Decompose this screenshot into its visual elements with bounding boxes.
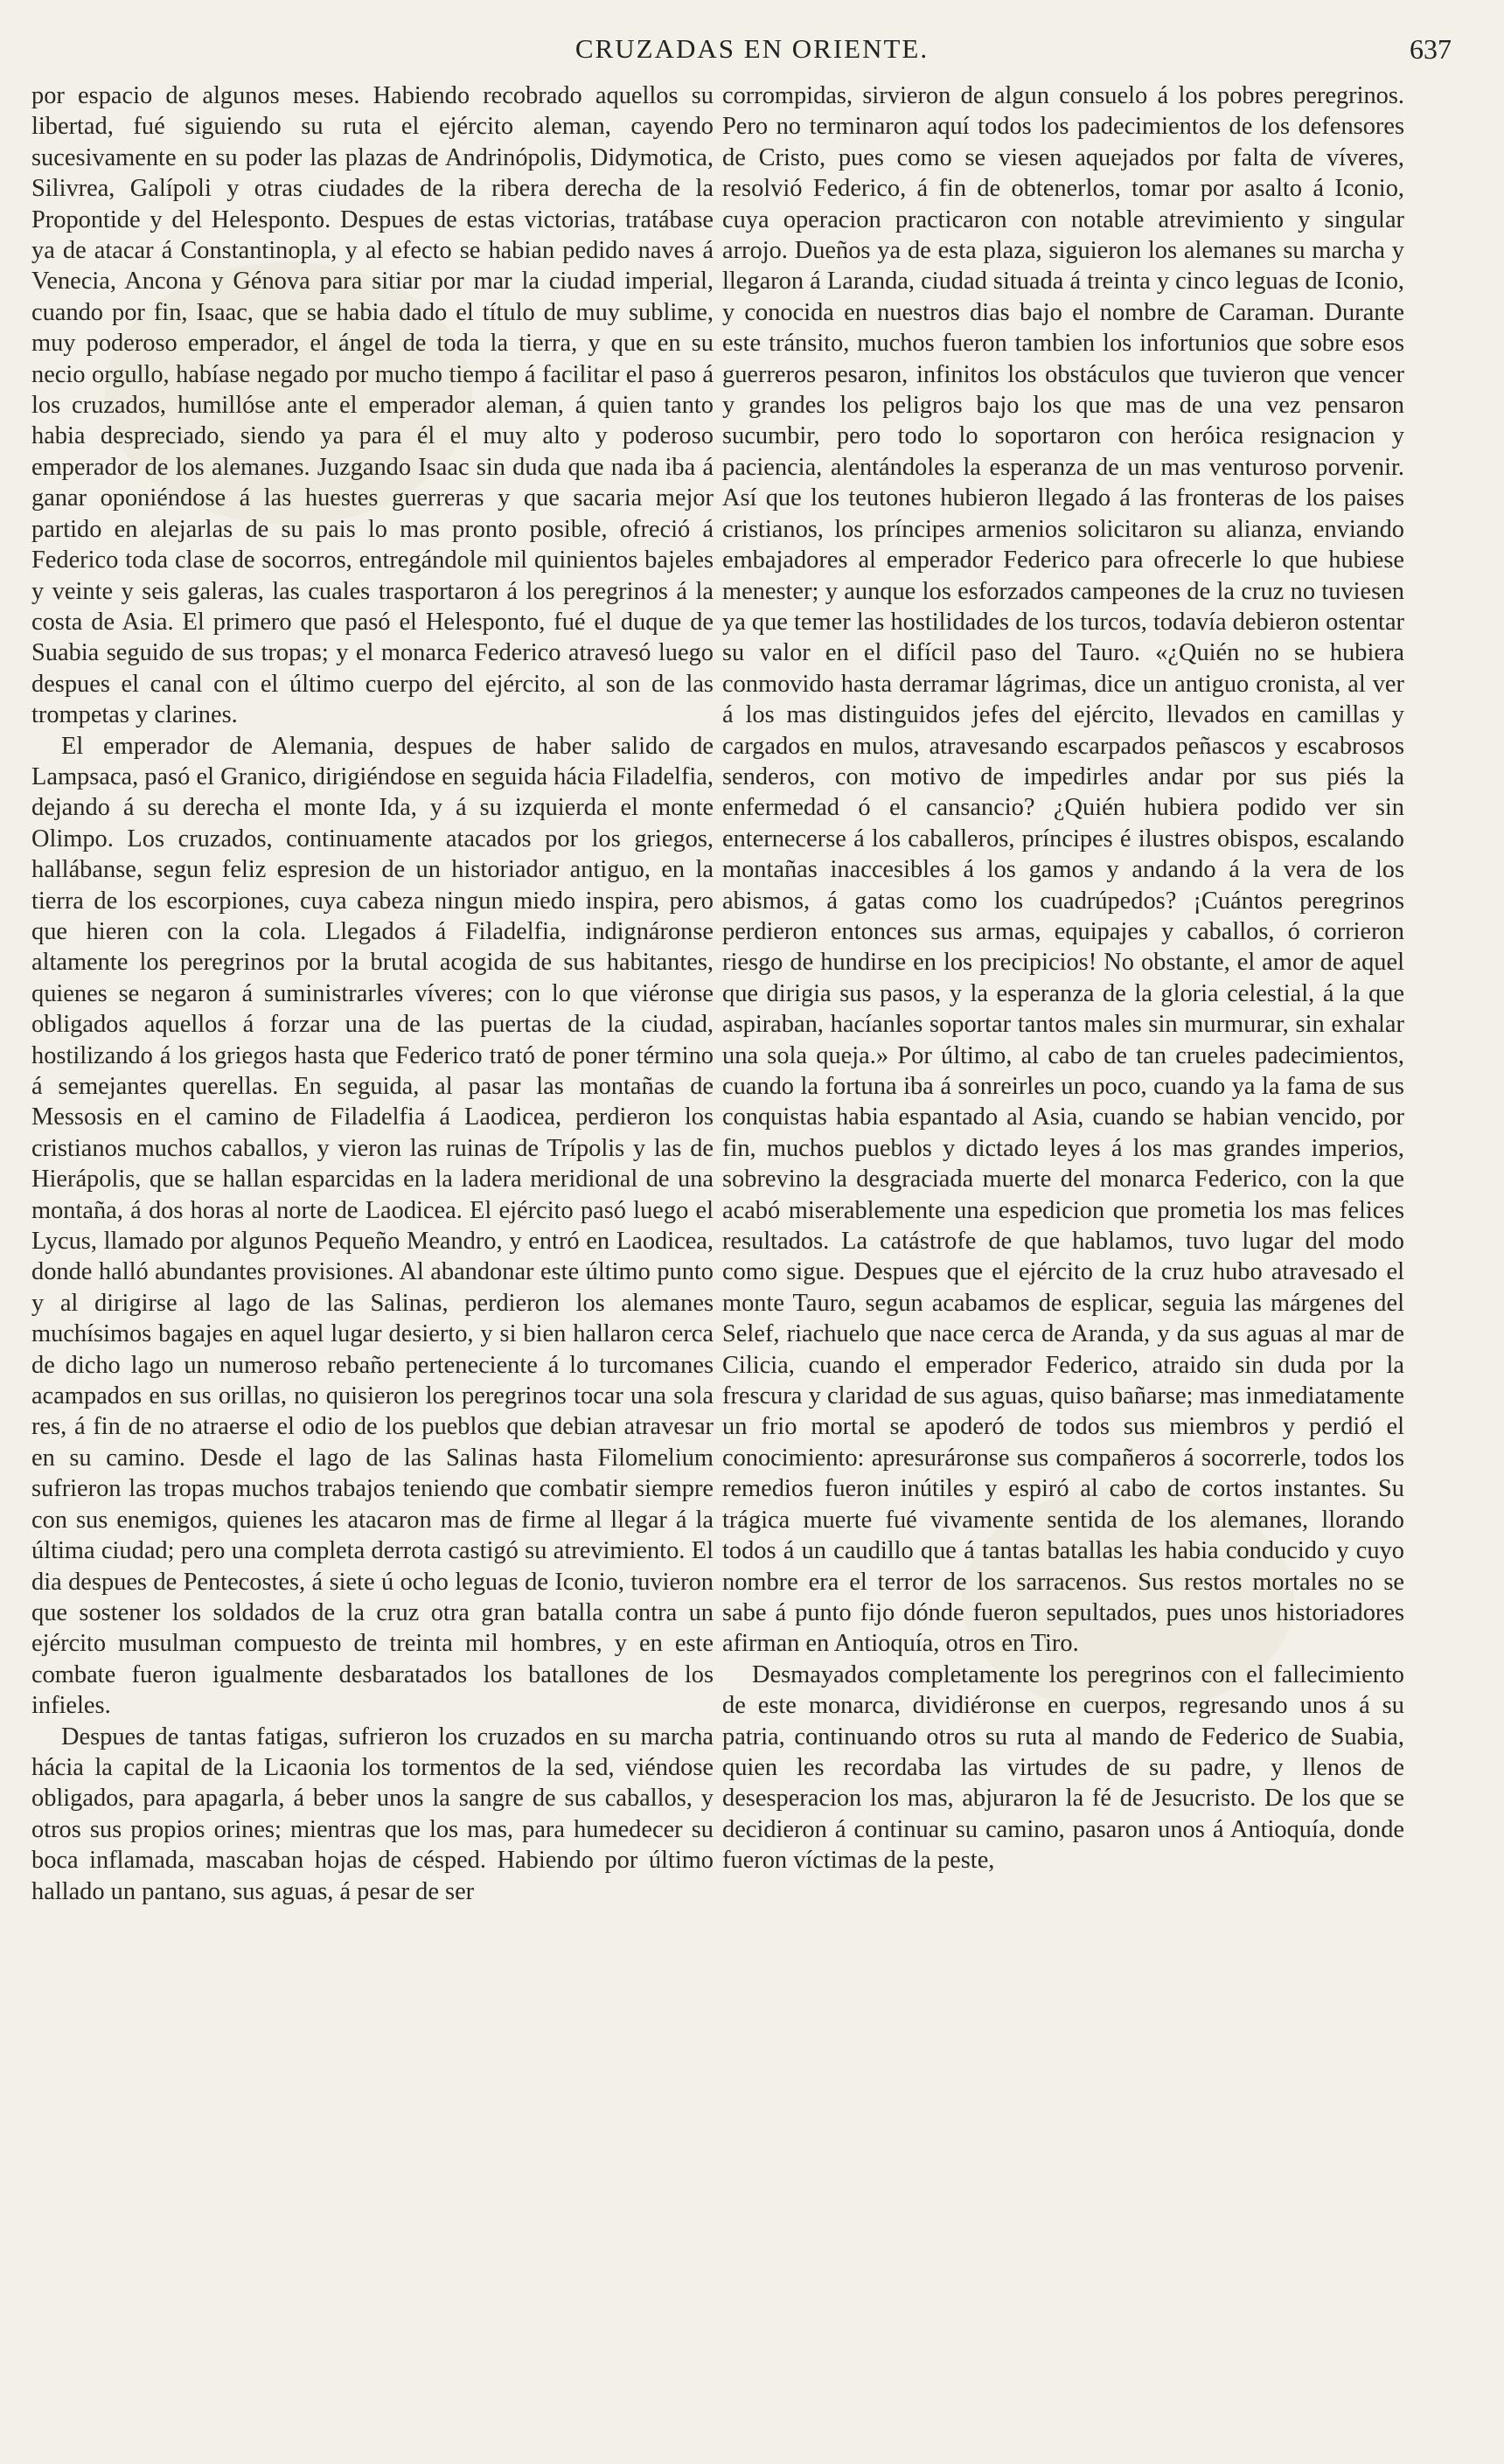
paragraph: por espacio de algunos meses. Habiendo recobrado aquellos su libertad, fué siguiendo su ruta el ejército aleman, cayendo sucesivamente en su poder las plazas de Andrinópolis, Didymotica, Silivrea, Galípoli y otras ciudades de la ribera derecha de la Propontide y del Helesponto. Despues de estas victorias, tratábase ya de atacar á Constantinopla, y al efecto se habian pedido naves á Venecia, Ancona y Génova para sitiar por mar la ciudad imperial, cuando por fin, Isaac, que se habia dado el título de muy sublime, muy poderoso emperador, el ángel de toda la tierra, y que en su necio orgullo, habíase negado por mucho tiempo á facilitar el paso á los cruzados, humillóse ante el emperador aleman, á quien tanto habia despreciado, siendo ya para él el muy alto y poderoso emperador de los alemanes. Juzgando Isaac sin duda que nada iba á ganar oponiéndose á las huestes guerreras y que sacaria mejor partido en alejarlas de su pais lo mas pronto posible, ofreció á Federico toda clase de socorros, entregándole mil quinientos bajeles y veinte y seis galeras, las cuales trasportaron á los peregrinos á la costa de Asia. El primero que pasó el Helesponto, fué el duque de Suabia seguido de sus tropas; y el monarca Federico atravesó luego despues el canal con el último cuerpo del ejército, al son de las trompetas y clarines. [31, 82, 714, 729]
paragraph: corrompidas, sirvieron de algun consuelo á los pobres peregrinos. Pero no terminaron aquí todos los padecimientos de los defensores de Cristo, pues como se viesen aquejados por falta de víveres, resolvió Federico, á fin de obtenerlos, tomar por asalto á Iconio, cuya operacion practicaron con notable atrevimiento y singular arrojo. Dueños ya de esta plaza, siguieron los alemanes su marcha y llegaron á Laranda, ciudad situada á treinta y cinco leguas de Iconio, y conocida en nuestros dias bajo el nombre de Caraman. Durante este tránsito, muchos fueron tambien los infortunios que sobre esos guerreros pesaron, infinitos los obstáculos que tuvieron que vencer y grandes los peligros bajo los que mas de una vez pensaron sucumbir, pero todo lo soportaron con heróica resignacion y paciencia, alentándoles la esperanza de un mas venturoso porvenir. Así que los teutones hubieron llegado á las fronteras de los paises cristianos, los príncipes armenios solicitaron su alianza, enviando embajadores al emperador Federico para ofrecerle lo que hubiese menester; y aunque los esforzados campeones de la cruz no tuviesen ya que temer las hostilidades de los turcos, todavía debieron ostentar su valor en el difícil paso del Tauro. «¿Quién no se hubiera conmovido hasta derramar lágrimas, dice un antiguo cronista, al ver á los mas distinguidos jefes del ejército, llevados en camillas y cargados en mulos, atravesando escarpados peñascos y escabrosos senderos, con motivo de impedirles andar por sus piés la enfermedad ó el cansancio? ¿Quién hubiera podido ver sin enternecerse á los caballeros, príncipes é ilustres obispos, escalando montañas inaccesibles á los gamos y andando á la vera de los abismos, á gatas como los cuadrúpedos? ¡Cuántos peregrinos perdieron entonces sus armas, equipajes y caballos, ó corrieron riesgo de hundirse en los precipicios! No obstante, el amor de aquel que dirigia sus pasos, y la esperanza de la gloria celestial, á la que aspiraban, hacíanles soportar tantos males sin murmurar, sin exhalar una sola queja.» Por último, al cabo de tan crueles padecimientos, cuando la fortuna iba á sonreirles un poco, cuando ya la fama de sus conquistas habia espantado al Asia, cuando se habian vencido, por fin, muchos pueblos y dictado leyes á los mas grandes imperios, sobrevino la desgraciada muerte del monarca Federico, con la que acabó miserablemente una espedicion que prometia los mas felices resultados. La catástrofe de que hablamos, tuvo lugar del modo como sigue. Despues que el ejército de la cruz hubo atravesado el monte Tauro, segun acabamos de esplicar, seguia las márgenes del Selef, riachuelo que nace cerca de Aranda, y da sus aguas al mar de Cilicia, cuando el emperador Federico, atraido sin duda por la frescura y claridad de sus aguas, quiso bañarse; mas inmediatamente un frio mortal se apoderó de todos sus miembros y perdió el conocimiento: apresuráronse sus compañeros á socorrerle, todos los remedios fueron inútiles y espiró al cabo de cortos instantes. Su trágica muerte fué vivamente sentida de los alemanes, llorando todos á un caudillo que á tantas batallas les habia conducido y cuyo nombre era el terror de los sarracenos. Sus restos mortales no se sabe á punto fijo dónde fueron sepultados, pues unos historiadores afirman en Antioquía, otros en Tiro. [722, 82, 1404, 1658]
right-column [722, 80, 1404, 2441]
paragraph: El emperador de Alemania, despues de haber salido de Lampsaca, pasó el Granico, dirigiéndose en seguida hácia Filadelfia, dejando á su derecha el monte Ida, y á su izquierda el monte Olimpo. Los cruzados, continuamente atacados por los griegos, hallábanse, segun feliz espresion de un historiador antiguo, en la tierra de los escorpiones, cuya cabeza ningun miedo inspira, pero que hieren con la cola. Llegados á Filadelfia, indignáronse altamente los peregrinos por la brutal acogida de sus habitantes, quienes se negaron á suministrarles víveres; con lo que viéronse obligados aquellos á forzar una de las puertas de la ciudad, hostilizando á los griegos hasta que Federico trató de poner término á semejantes querellas. En seguida, al pasar las montañas de Messosis en el camino de Filadelfia á Laodicea, perdieron los cristianos muchos caballos, y vieron las ruinas de Trípolis y las de Hierápolis, que se hallan esparcidas en la ladera meridional de una montaña, á dos horas al norte de Laodicea. El ejército pasó luego el Lycus, llamado por algunos Pequeño Meandro, y entró en Laodicea, donde halló abundantes provisiones. Al abandonar este último punto y al dirigirse al lago de las Salinas, perdieron los alemanes muchísimos bagajes en aquel lugar desierto, y si bien hallaron cerca de dicho lago un numeroso rebaño perteneciente á lo turcomanes acampados en sus orillas, no quisieron los peregrinos tocar una sola res, á fin de no atraerse el odio de los pueblos que debian atravesar en su camino. Desde el lago de las Salinas hasta Filomelium sufrieron las tropas muchos trabajos teniendo que combatir siempre con sus enemigos, quienes les atacaron mas de firme al llegar á la última ciudad; pero una completa derrota castigó su atrevimiento. El dia despues de Pentecostes, á siete ú ocho leguas de Iconio, tuvieron que sostener los soldados de la cruz otra gran batalla contra un ejército musulman compuesto de treinta mil hombres, y en este combate fueron igualmente desbaratados los batallones de los infieles. [31, 732, 714, 1720]
running-title: CRUZADAS EN ORIENTE. [574, 33, 930, 64]
paragraph: Desmayados completamente los peregrinos con el fallecimiento de este monarca, dividiéronse en cuerpos, regresando unos á su patria, continuando otros su ruta al mando de Federico de Suabia, quien les recordaba las virtudes de su padre, y llenos de desesperacion los mas, abjuraron la fé de Jesucristo. De los que se decidieron á continuar su camino, pasaron unos á Antioquía, donde fueron víctimas de la peste, [722, 1660, 1404, 1875]
paragraph: Despues de tantas fatigas, sufrieron los cruzados en su marcha hácia la capital de la Licaonia los tormentos de la sed, viéndose obligados, para apagarla, á beber unos la sangre de sus caballos, y otros sus propios orines; mientras que los mas, para humedecer su boca inflamada, mascaban hojas de césped. Habiendo por último hallado un pantano, sus aguas, á pesar de ser [31, 1723, 714, 1905]
left-column [31, 80, 714, 2441]
running-head [0, 33, 1504, 75]
page-number: 637 [1410, 33, 1452, 65]
